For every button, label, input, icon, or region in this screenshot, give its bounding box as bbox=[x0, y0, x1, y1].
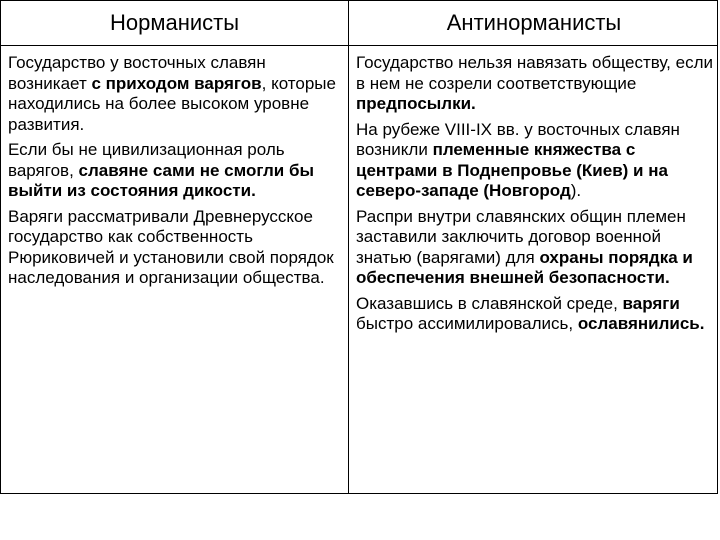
text-segment: Оказавшись в славянской среде, bbox=[356, 293, 623, 313]
normanists-paragraph-3 bbox=[8, 207, 344, 289]
header-normanists: Норманисты bbox=[109, 10, 240, 35]
text-segment: Государство у восточных славян возникает bbox=[8, 53, 266, 93]
header-antinormanists: Антинорманисты bbox=[446, 10, 622, 35]
normanists-column bbox=[8, 53, 344, 294]
bold-segment: ославянились. bbox=[577, 314, 705, 333]
column-divider bbox=[348, 1, 349, 493]
bold-segment: охраны порядка и обеспечения внешней безопасности. bbox=[356, 247, 693, 287]
antinormanists-paragraph-4 bbox=[356, 294, 714, 335]
antinormanists-paragraph-2 bbox=[356, 120, 714, 202]
normanists-paragraph-1 bbox=[8, 53, 344, 135]
bold-segment: племенные княжества с центрами в Поднепровье (Киев) и на северо-западе (Новгород bbox=[356, 140, 668, 200]
text-segment: На рубеже VIII-IX вв. у восточных славян возникли bbox=[356, 119, 680, 159]
text-segment: ). bbox=[570, 181, 582, 200]
antinormanists-column bbox=[356, 53, 714, 340]
text-segment: Если бы не цивилизационная роль варягов, bbox=[8, 140, 285, 180]
bold-segment: славяне сами не смогли бы выйти из состояния дикости. bbox=[8, 160, 314, 200]
bold-segment: с приходом варягов bbox=[91, 73, 262, 93]
text-segment: Государство нельзя навязать обществу, если в нем не созрели соответствующие bbox=[356, 53, 713, 93]
text-segment: Распри внутри славянских общин племен заставили заключить договор военной знатью (варягами) для bbox=[356, 206, 686, 267]
table-header-row bbox=[1, 1, 717, 46]
text-segment: Варяги рассматривали Древнерусское государство как собственность Рюриковичей и установили свой порядок наследования и организации общества. bbox=[8, 206, 334, 287]
antinormanists-paragraph-1 bbox=[356, 53, 714, 115]
bold-segment: предпосылки. bbox=[356, 94, 476, 113]
text-segment: , которые находились на более высоком уровне развития. bbox=[8, 73, 336, 134]
antinormanists-paragraph-3 bbox=[356, 207, 714, 289]
bold-segment: варяги bbox=[622, 293, 680, 313]
text-segment: быстро ассимилировались, bbox=[356, 314, 578, 333]
normanists-paragraph-2 bbox=[8, 140, 344, 202]
